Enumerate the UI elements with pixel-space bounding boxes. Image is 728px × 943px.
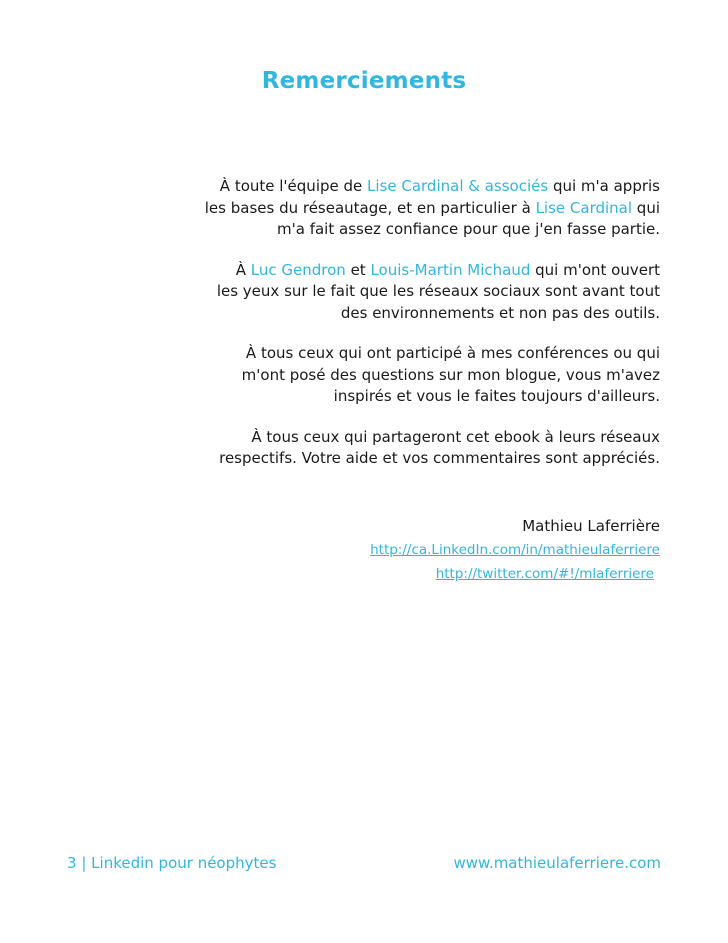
text-segment: À toute l'équipe de — [219, 177, 368, 195]
highlighted-name: Louis-Martin Michaud — [370, 260, 531, 279]
book-title: Linkedin pour néophytes — [91, 854, 277, 872]
paragraph-line — [160, 303, 660, 325]
acknowledgement-paragraph — [160, 176, 660, 241]
text-segment: m'a fait assez confiance pour que j'en fasse partie. — [277, 220, 660, 238]
text-segment: À tous ceux qui ont participé à mes conférences ou qui — [245, 344, 660, 362]
paragraph-line — [160, 260, 660, 282]
twitter-link[interactable]: http://twitter.com/#!/mlaferriere — [435, 566, 654, 582]
text-segment: les yeux sur le fait que les réseaux sociaux sont avant tout — [216, 282, 660, 300]
text-segment: respectifs. Votre aide et vos commentaires sont appréciés. — [219, 449, 660, 467]
highlighted-name: Lise Cardinal & associés — [367, 177, 549, 195]
paragraph-line — [160, 343, 660, 365]
text-segment: qui m'a appris — [548, 177, 660, 195]
footer-separator: | — [81, 854, 87, 872]
author-name: Mathieu Laferrière — [522, 517, 660, 535]
text-segment: qui — [632, 198, 660, 217]
linkedin-link[interactable]: http://ca.LinkedIn.com/in/mathieulaferriere — [370, 542, 660, 558]
text-segment: À — [235, 260, 251, 279]
acknowledgement-paragraph — [160, 427, 660, 470]
paragraph-line — [160, 219, 660, 241]
acknowledgements-body — [160, 176, 660, 489]
paragraph-line — [160, 448, 660, 470]
signature-block — [370, 514, 660, 586]
text-segment: et — [345, 260, 371, 279]
acknowledgement-paragraph — [160, 343, 660, 408]
page-number: 3 — [67, 854, 77, 872]
text-segment: inspirés et vous le faites toujours d'ailleurs. — [333, 387, 660, 405]
footer-page-info — [67, 854, 276, 872]
text-segment: les bases du réseautage, et en particulier à — [204, 198, 536, 217]
text-segment: À tous ceux qui partageront cet ebook à leurs réseaux — [251, 427, 660, 446]
text-segment: des environnements et non pas des outils. — [340, 303, 660, 322]
footer-website[interactable]: www.mathieulaferriere.com — [453, 854, 661, 872]
text-segment: m'ont posé des questions sur mon blogue, vous m'avez — [241, 365, 660, 384]
paragraph-line — [160, 281, 660, 303]
paragraph-line — [160, 198, 660, 220]
paragraph-line — [160, 365, 660, 387]
paragraph-line — [160, 427, 660, 449]
page-title: Remerciements — [261, 68, 467, 94]
highlighted-name: Luc Gendron — [250, 260, 346, 279]
paragraph-line — [160, 176, 660, 198]
highlighted-name: Lise Cardinal — [535, 198, 633, 217]
paragraph-line — [160, 386, 660, 408]
text-segment: qui m'ont ouvert — [530, 260, 660, 279]
acknowledgement-paragraph — [160, 260, 660, 325]
